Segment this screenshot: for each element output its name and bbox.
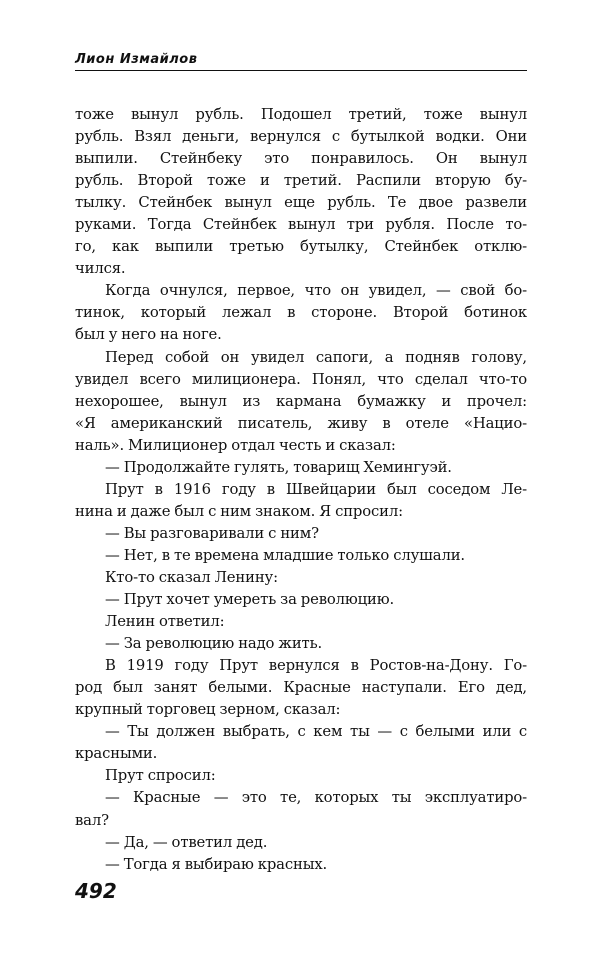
text-line: — Красные — это те, которых ты эксплуатиро- <box>105 789 527 807</box>
text-line: Прут в 1916 году в Швейцарии был соседом Ле- <box>105 480 527 498</box>
text-line: рубль. Взял деньги, вернулся с бутылкой водки. Они <box>75 128 527 146</box>
page-number: 492 <box>75 879 117 903</box>
text-line: — Ты должен выбрать, с кем ты — с белыми или с <box>105 723 527 741</box>
text-line: увидел всего милиционера. Понял, что сделал что-то <box>75 370 527 388</box>
text-line: Кто-то сказал Ленину: <box>105 568 278 586</box>
text-line: был у него на ноге. <box>75 326 222 344</box>
text-line: — За революцию надо жить. <box>105 635 323 653</box>
text-line: нина и даже был с ним знаком. Я спросил: <box>75 502 403 520</box>
text-line: тылку. Стейнбек вынул еще рубль. Те двое развели <box>75 194 527 212</box>
text-line: — Да, — ответил дед. <box>105 833 268 851</box>
text-line: Ленин ответил: <box>105 613 225 631</box>
text-line: тоже вынул рубль. Подошел третий, тоже вынул <box>75 106 527 123</box>
text-line: го, как выпили третью бутылку, Стейнбек отклю- <box>75 238 527 256</box>
text-line: нехорошее, вынул из кармана бумажку и прочел: <box>75 392 527 410</box>
text-line: род был занят белыми. Красные наступали. Его дед, <box>75 679 527 697</box>
text-line: рубль. Второй тоже и третий. Распили вторую бу- <box>75 172 527 190</box>
text-line: — Вы разговаривали с ним? <box>105 524 319 542</box>
text-line: красными. <box>75 745 158 763</box>
running-head-author: Лион Измайлов <box>75 52 198 67</box>
text-line: — Прут хочет умереть за революцию. <box>105 591 395 609</box>
text-line: — Тогда я выбираю красных. <box>105 855 328 873</box>
text-line: «Я американский писатель, живу в отеле «Нацио- <box>75 414 527 432</box>
text-line: чился. <box>75 260 126 278</box>
header-rule <box>75 70 527 71</box>
text-line: Когда очнулся, первое, что он увидел, — свой бо- <box>105 282 527 300</box>
text-line: тинок, который лежал в стороне. Второй ботинок <box>75 304 527 322</box>
text-line: вал? <box>75 811 109 829</box>
text-line: В 1919 году Прут вернулся в Ростов-на-Дону. Го- <box>105 657 527 675</box>
text-line: — Нет, в те времена младшие только слушали. <box>105 546 465 564</box>
text-line: выпили. Стейнбеку это понравилось. Он вынул <box>75 150 527 168</box>
text-line: Прут спросил: <box>105 767 216 785</box>
text-line: Перед собой он увидел сапоги, а подняв голову, <box>105 348 527 366</box>
body-text <box>75 104 527 876</box>
text-line: — Продолжайте гулять, товарищ Хемингуэй. <box>105 458 452 476</box>
text-line: руками. Тогда Стейнбек вынул три рубля. После то- <box>75 216 527 234</box>
text-line: крупный торговец зерном, сказал: <box>75 701 341 719</box>
text-line: наль». Милиционер отдал честь и сказал: <box>75 436 396 454</box>
